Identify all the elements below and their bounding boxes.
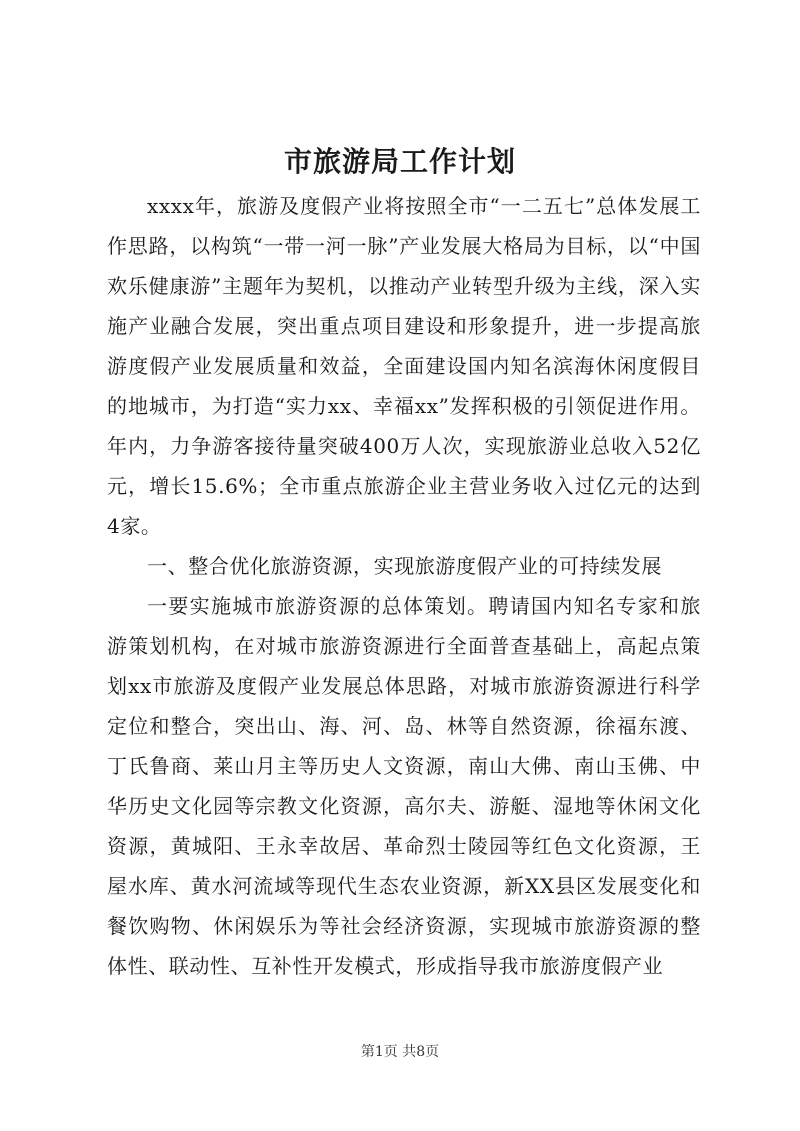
section-paragraph: 一要实施城市旅游资源的总体策划。聘请国内知名专家和旅游策划机构，在对城市旅游资源进行全面普查基础上，高起点策划xx市旅游及度假产业发展总体思路，对城市旅游资源进行科学定位和整合，突出山、海、河、岛、林等自然资源，徐福东渡、丁氏鲁商、莱山月主等历史人文资源，南山大佛、南山玉佛、中华历史文化园等宗教文化资源，高尔夫、游艇、湿地等休闲文化资源，黄城阳、王永幸故居、革命烈士陵园等红色文化资源，王屋水库、黄水河流域等现代生态农业资源，新XX县区发展变化和餐饮购物、休闲娱乐为等社会经济资源，实现城市旅游资源的整体性、联动性、互补性开发模式，形成指导我市旅游度假产业 bbox=[107, 594, 701, 978]
document-title: 市旅游局工作计划 bbox=[283, 145, 516, 178]
page-footer: 第1页 共8页 bbox=[360, 1044, 440, 1060]
document-body bbox=[107, 186, 701, 986]
section-heading: 一、整合优化旅游资源，实现旅游度假产业的可持续发展 bbox=[147, 554, 662, 578]
intro-paragraph: xxxx年，旅游及度假产业将按照全市“一二五七”总体发展工作思路，以构筑“一带一河一脉”产业发展大格局为目标，以“中国欢乐健康游”主题年为契机，以推动产业转型升级为主线，深入实施产业融合发展，突出重点项目建设和形象提升，进一步提高旅游度假产业发展质量和效益，全面建设国内知名滨海休闲度假目的地城市，为打造“实力xx、幸福xx”发挥积极的引领促进作用。年内，力争游客接待量突破400万人次，实现旅游业总收入52亿元，增长15.6%；全市重点旅游企业主营业务收入过亿元的达到4家。 bbox=[107, 194, 701, 538]
